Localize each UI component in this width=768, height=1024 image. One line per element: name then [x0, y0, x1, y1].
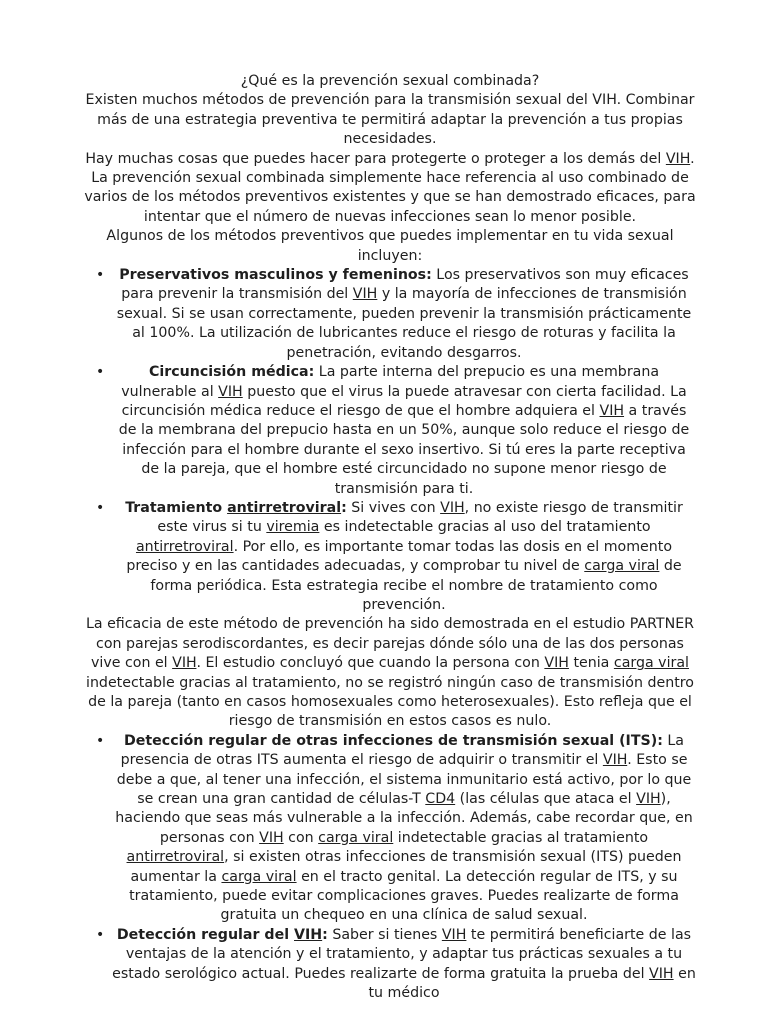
vih-link[interactable]: VIH: [649, 965, 674, 982]
list-item-deteccion-its: • Detección regular de otras infecciones de transmisión sexual (ITS): La presencia de otras ITS aumenta el riesgo de adquirir o transmitir el VIH. Esto se debe a que, al tener una infección, el sistema inmunitario está activo, por lo que se crean una gran cantidad de células-T CD4 (las células que ataca el VIH), haciendo que seas más vulnerable a la infección. Además, cabe recordar que, en personas con VIH con carga viral indetectable gracias al tratamiento antirretroviral, si existen otras infecciones de transmisión sexual (ITS) pueden aumentar la carga viral en el tracto genital. La detección regular de ITS, y su tratamiento, puede evitar complicaciones graves. Puedes realizarte de forma gratuita un chequeo en una clínica de salud sexual.: [96, 732, 693, 924]
vih-link[interactable]: VIH: [294, 926, 323, 943]
viremia-link[interactable]: viremia: [266, 519, 320, 536]
antirretroviral-link[interactable]: antirretroviral: [227, 499, 342, 516]
paragraph-methods-intro: Algunos de los métodos preventivos que puedes implementar en tu vida sexual incluyen:: [106, 228, 674, 264]
list-item-deteccion-vih: • Detección regular del VIH: Saber si tienes VIH te permitirá beneficiarte de las ventajas de la atención y el tratamiento, y adaptar tus prácticas sexuales a tu estado serológico actual. Puedes realizarte de forma gratuita la prueba del VIH en tu médico: [96, 926, 696, 1002]
vih-link[interactable]: VIH: [544, 655, 569, 672]
vih-link[interactable]: VIH: [636, 791, 661, 808]
antirretroviral-link[interactable]: antirretroviral: [126, 849, 225, 866]
paragraph-combined-prevention: Hay muchas cosas que puedes hacer para protegerte o proteger a los demás del VIH. La prevención sexual combinada simplemente hace referencia al uso combinado de varios de los métodos preventivos existentes y que se han demostrado eficaces, para intentar que el número de nuevas infecciones sean lo menor posible.: [84, 150, 696, 225]
list-item-preservativos: • Preservativos masculinos y femeninos: Los preservativos son muy eficaces para prevenir la transmisión del VIH y la mayoría de infecciones de transmisión sexual. Si se usan correctamente, pueden prevenir la transmisión prácticamente al 100%. La utilización de lubricantes reduce el riesgo de roturas y facilita la penetración, evitando desgarros.: [96, 267, 692, 361]
list-item-tratamiento: • Tratamiento antirretroviral: Si vives con VIH, no existe riesgo de transmitir este virus si tu viremia es indetectable gracias al uso del tratamiento antirretroviral. Por ello, es importante tomar todas las dosis en el momento preciso y en las cantidades adecuadas, y comprobar tu nivel de carga viral de forma periódica. Esta estrategia recibe el nombre de tratamiento como prevención.: [96, 499, 683, 613]
carga-viral-link[interactable]: carga viral: [584, 558, 660, 575]
vih-link[interactable]: VIH: [172, 655, 197, 672]
vih-link[interactable]: VIH: [602, 752, 628, 769]
bullet-icon: •: [96, 267, 105, 284]
vih-link[interactable]: VIH: [441, 926, 467, 943]
bullet-icon: •: [96, 364, 105, 381]
document-page: [84, 72, 696, 1004]
bullet-icon: •: [96, 499, 105, 516]
vih-link[interactable]: VIH: [259, 829, 284, 846]
bullet-icon: •: [96, 926, 105, 943]
carga-viral-link[interactable]: carga viral: [318, 829, 394, 846]
heading-question: ¿Qué es la prevención sexual combinada?: [240, 73, 540, 89]
bullet-icon: •: [96, 732, 105, 749]
vih-link[interactable]: VIH: [599, 402, 625, 419]
carga-viral-link[interactable]: carga viral: [221, 868, 297, 885]
cd4-link[interactable]: CD4: [425, 791, 456, 808]
intro-paragraph: Existen muchos métodos de prevención para la transmisión sexual del VIH. Combinar más de una estrategia preventiva te permitirá adaptar la prevención a tus propias necesidades.: [85, 92, 695, 148]
list-item-circuncision: • Circuncisión médica: La parte interna del prepucio es una membrana vulnerable al VIH puesto que el virus la puede atravesar con cierta facilidad. La circuncisión médica reduce el riesgo de que el hombre adquiera el VIH a través de la membrana del prepucio hasta en un 50%, aunque solo reduce el riesgo de infección para el hombre durante el sexo insertivo. Si tú eres la parte receptiva de la pareja, que el hombre esté circuncidado no supone menor riesgo de transmisión para ti.: [96, 364, 690, 497]
vih-link[interactable]: VIH: [665, 150, 691, 167]
paragraph-partner-study: La eficacia de este método de prevención ha sido demostrada en el estudio PARTNER con parejas serodiscordantes, es decir parejas dónde sólo una de las dos personas vive con el VIH. El estudio concluyó que cuando la persona con VIH tenia carga viral indetectable gracias al tratamiento, no se registró ningún caso de transmisión dentro de la pareja (tanto en casos homosexuales como heterosexuales). Esto refleja que el riesgo de transmisión en estos casos es nulo.: [85, 616, 695, 730]
vih-link[interactable]: VIH: [218, 383, 243, 400]
vih-link[interactable]: VIH: [440, 499, 465, 516]
vih-link[interactable]: VIH: [352, 286, 378, 303]
carga-viral-link[interactable]: carga viral: [613, 655, 689, 672]
antirretroviral-link[interactable]: antirretroviral: [135, 538, 234, 555]
